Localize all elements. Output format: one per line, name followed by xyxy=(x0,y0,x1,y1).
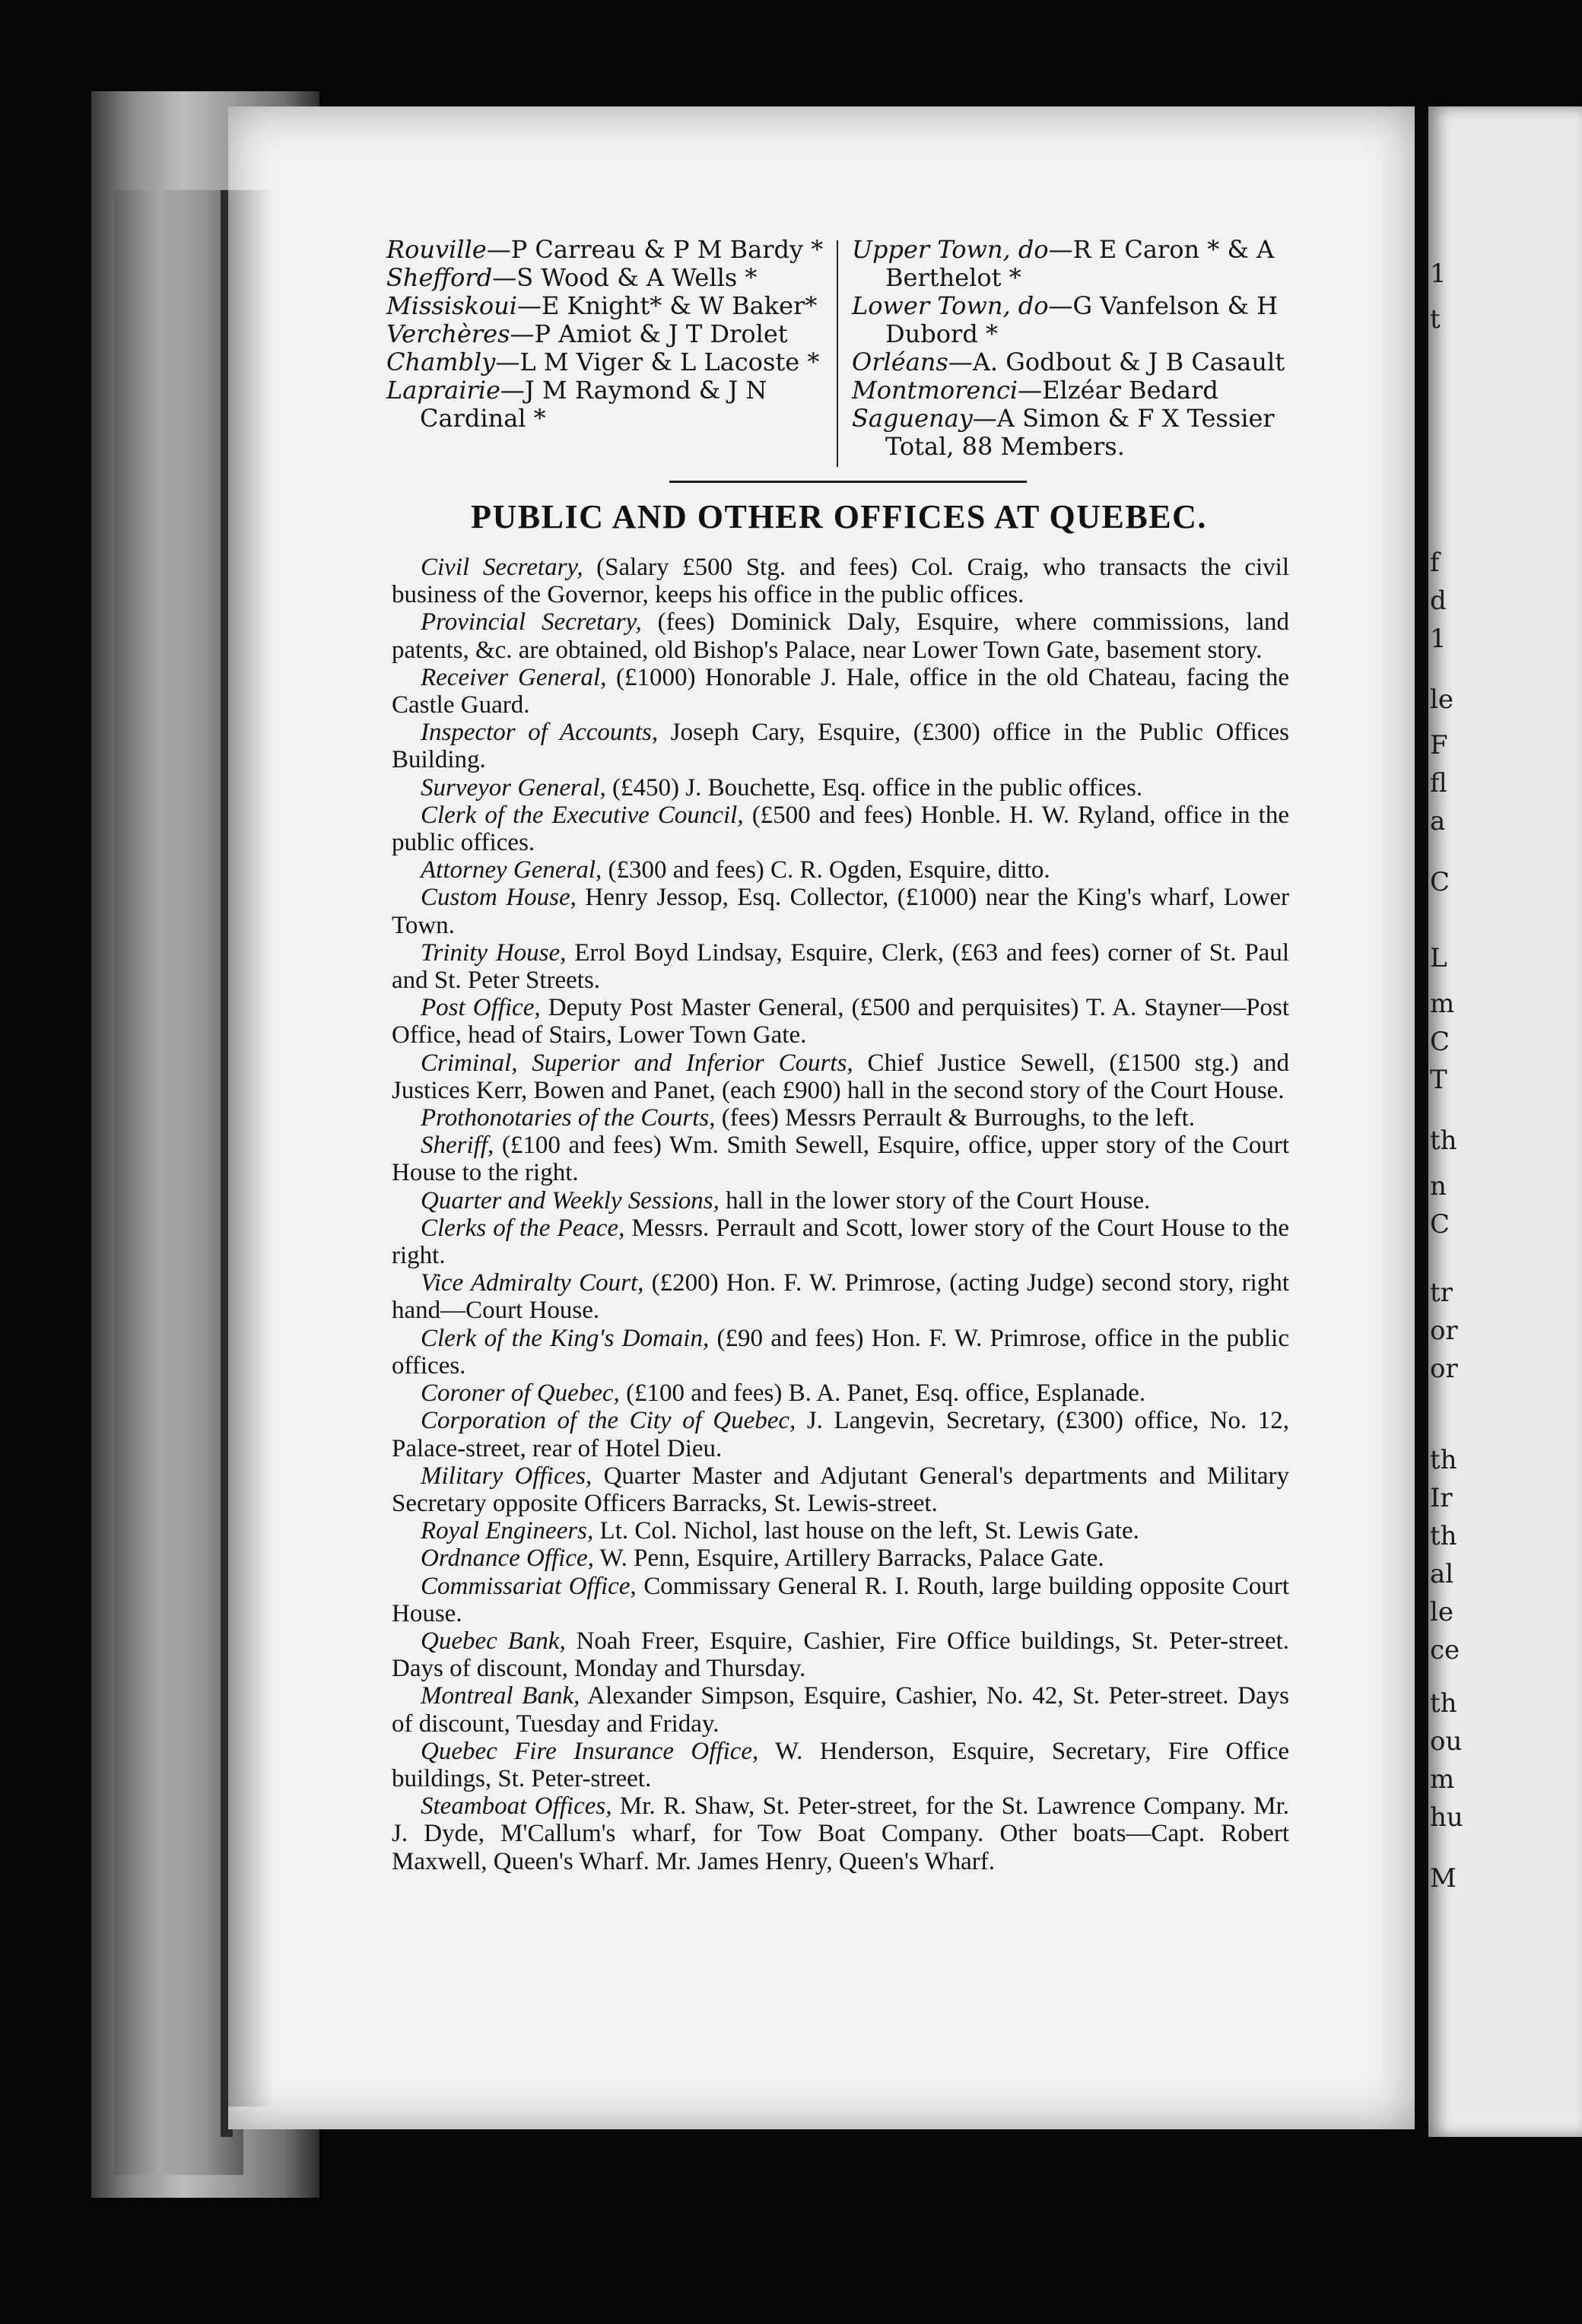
member-line xyxy=(852,292,1301,320)
office-details: Commissary General R. I. Routh, large building opposite Court House. xyxy=(392,1572,1289,1627)
member-names: —E Knight* & W Baker* xyxy=(517,291,818,320)
facing-page-fragment: F xyxy=(1430,730,1448,760)
facing-page-fragment: tr xyxy=(1430,1278,1453,1308)
office-details: W. Penn, Esquire, Artillery Barracks, Palace Gate. xyxy=(593,1545,1104,1573)
members-column-right xyxy=(852,236,1301,461)
office-entry xyxy=(392,1682,1289,1737)
facing-page-fragment: th xyxy=(1430,1521,1457,1551)
facing-page-fragment: le xyxy=(1430,1597,1453,1627)
office-entry xyxy=(392,719,1289,773)
member-line xyxy=(852,376,1301,405)
facing-page-fragment: fl xyxy=(1430,768,1447,798)
office-details: (£500 and fees) Honble. H. W. Ryland, office in the public offices. xyxy=(392,801,1289,857)
office-entry xyxy=(392,1627,1289,1682)
member-line xyxy=(386,405,831,433)
county-name: Upper Town, do xyxy=(852,235,1049,264)
office-details: (£100 and fees) Wm. Smith Sewell, Esquire, office, upper story of the Court House to the right. xyxy=(392,1132,1289,1187)
office-name: Provincial Secretary, xyxy=(421,608,642,637)
office-details: Quarter Master and Adjutant General's departments and Military Secretary opposite Officers Barracks, St. Lewis-street. xyxy=(392,1462,1289,1517)
facing-page-fragment: or xyxy=(1430,1316,1458,1346)
facing-page-fragment: d xyxy=(1430,586,1447,616)
office-entry xyxy=(392,1379,1289,1407)
facing-page-fragment: th xyxy=(1430,1445,1457,1475)
member-line xyxy=(852,264,1301,292)
county-name: Shefford xyxy=(386,263,493,292)
office-name: Royal Engineers, xyxy=(421,1517,594,1545)
county-name: Saguenay xyxy=(852,404,973,433)
right-page-fragment xyxy=(1428,106,1582,2137)
office-details: Messrs. Perrault and Scott, lower story of the Court House to the right. xyxy=(392,1214,1289,1270)
facing-page-fragment: al xyxy=(1430,1559,1454,1589)
office-details: (£300 and fees) C. R. Ogden, Esquire, ditto. xyxy=(602,856,1050,884)
facing-page-fragment: C xyxy=(1430,867,1450,897)
office-details: Errol Boyd Lindsay, Esquire, Clerk, (£63 and fees) corner of St. Paul and St. Peter Streets. xyxy=(392,938,1289,995)
office-name: Coroner of Quebec, xyxy=(421,1379,620,1408)
member-names: —Elzéar Bedard xyxy=(1018,376,1218,405)
office-name: Montreal Bank, xyxy=(421,1682,580,1710)
county-name: Montmorenci xyxy=(852,376,1018,405)
office-details: (£90 and fees) Hon. F. W. Primrose, office in the public offices. xyxy=(392,1324,1289,1379)
office-name: Trinity House, xyxy=(421,938,567,967)
office-details: hall in the lower story of the Court House. xyxy=(719,1186,1151,1214)
member-names: Cardinal * xyxy=(420,404,546,433)
member-line xyxy=(386,348,831,376)
member-names: —S Wood & A Wells * xyxy=(492,263,758,292)
member-line xyxy=(852,405,1301,433)
office-details: (fees) Dominick Daly, Esquire, where commissions, land patents, &c. are obtained, old Bishop's Palace, near Lower Town Gate, basement story. xyxy=(392,608,1289,664)
office-details: J. Langevin, Secretary, (£300) office, No. 12, Palace-street, rear of Hotel Dieu. xyxy=(392,1407,1290,1462)
office-name: Inspector of Accounts, xyxy=(421,719,659,747)
member-names: Total, 88 Members. xyxy=(885,432,1125,461)
office-name: Civil Secretary, xyxy=(421,554,583,581)
office-name: Clerk of the Executive Council, xyxy=(421,801,744,829)
office-name: Commissariat Office, xyxy=(421,1572,637,1600)
member-names: —R E Caron * & A xyxy=(1048,235,1275,264)
office-name: Clerk of the King's Domain, xyxy=(421,1324,710,1352)
section-rule xyxy=(669,481,1027,483)
county-name: Verchères xyxy=(386,319,510,348)
facing-page-fragment: C xyxy=(1430,1027,1450,1057)
county-name: Rouville xyxy=(386,235,487,264)
office-details: Mr. R. Shaw, St. Peter-street, for the St. Lawrence Company. Mr. J. Dyde, M'Callum's wharf, for Tow Boat Company. Other boats—Capt. Robert Maxwell, Queen's Wharf. Mr. James Henry, Queen's Wharf. xyxy=(392,1792,1289,1875)
office-details: (Salary £500 Stg. and fees) Col. Craig, who transacts the civil business of the Governor, keeps his office in the public offices. xyxy=(392,554,1289,609)
office-name: Post Office, xyxy=(421,994,541,1022)
facing-page-fragment: Ir xyxy=(1430,1483,1453,1513)
section-heading: PUBLIC AND OTHER OFFICES AT QUEBEC. xyxy=(471,498,1207,535)
member-line xyxy=(386,292,831,320)
office-entry xyxy=(392,1187,1289,1214)
facing-page-fragment: L xyxy=(1430,943,1447,973)
office-entry xyxy=(392,1325,1289,1379)
office-entry xyxy=(392,774,1289,802)
member-line xyxy=(386,376,831,405)
office-entry xyxy=(392,608,1289,663)
office-entry xyxy=(392,664,1289,719)
county-name: Orléans xyxy=(852,348,948,376)
facing-page-fragment: 1 xyxy=(1430,259,1447,289)
facing-page-fragment: ou xyxy=(1430,1726,1463,1757)
member-names: —J M Raymond & J N xyxy=(500,376,767,405)
column-divider xyxy=(837,240,838,467)
county-name: Missiskoui xyxy=(386,291,517,320)
office-entry xyxy=(392,1104,1289,1132)
office-details: Chief Justice Sewell, (£1500 stg.) and Justices Kerr, Bowen and Panet, (each £900) hall in the second story of the Court House. xyxy=(392,1049,1289,1104)
office-entry xyxy=(392,1462,1289,1517)
office-details: Noah Freer, Esquire, Cashier, Fire Office buildings, St. Peter-street. Days of discount, Monday and Thursday. xyxy=(392,1627,1290,1683)
facing-page-fragment: 1 xyxy=(1430,624,1447,654)
facing-page-fragment: a xyxy=(1430,806,1446,837)
office-details: W. Henderson, Esquire, Secretary, Fire Office buildings, St. Peter-street. xyxy=(392,1737,1290,1792)
facing-page-fragment: le xyxy=(1430,684,1453,715)
facing-page-fragment: t xyxy=(1430,304,1441,335)
office-details: Henry Jessop, Esq. Collector, (£1000) near the King's wharf, Lower Town. xyxy=(392,884,1289,939)
member-names: Berthelot * xyxy=(885,263,1021,292)
office-name: Ordnance Office, xyxy=(421,1545,594,1573)
office-details: Lt. Col. Nichol, last house on the left, St. Lewis Gate. xyxy=(593,1517,1139,1545)
office-details: (fees) Messrs Perrault & Burroughs, to the left. xyxy=(715,1104,1195,1132)
office-name: Criminal, Superior and Inferior Courts, xyxy=(421,1049,853,1077)
office-name: Sheriff, xyxy=(421,1132,494,1160)
office-details: (£450) J. Bouchette, Esq. office in the public offices. xyxy=(605,773,1143,802)
office-name: Receiver General, xyxy=(421,663,607,691)
office-entry xyxy=(392,1738,1289,1792)
office-name: Corporation of the City of Quebec, xyxy=(421,1407,796,1435)
facing-page-fragment: M xyxy=(1430,1863,1457,1894)
member-line xyxy=(852,320,1301,348)
office-entry xyxy=(392,1407,1289,1462)
office-details: (£200) Hon. F. W. Primrose, (acting Judge) second story, right hand—Court House. xyxy=(392,1269,1289,1325)
office-name: Quebec Fire Insurance Office, xyxy=(421,1737,759,1765)
office-entry xyxy=(392,1049,1289,1104)
office-name: Steamboat Offices, xyxy=(421,1792,612,1821)
facing-page-fragment: n xyxy=(1430,1171,1447,1202)
member-names: —L M Viger & L Lacoste * xyxy=(495,348,820,376)
member-line xyxy=(386,236,831,264)
facing-page-fragment: m xyxy=(1430,1764,1455,1795)
office-entry xyxy=(392,994,1289,1049)
member-line xyxy=(386,264,831,292)
office-name: Quarter and Weekly Sessions, xyxy=(421,1186,720,1214)
office-entry xyxy=(392,884,1289,938)
member-line xyxy=(386,320,831,348)
member-names: —P Amiot & J T Drolet xyxy=(510,319,788,348)
office-entry xyxy=(392,1517,1289,1545)
office-name: Custom House, xyxy=(421,884,577,912)
offices-list xyxy=(392,554,1289,1875)
office-entry xyxy=(392,1132,1289,1186)
facing-page-fragment: ce xyxy=(1430,1635,1460,1665)
member-line xyxy=(852,348,1301,376)
office-entry xyxy=(392,1269,1289,1324)
office-entry xyxy=(392,554,1289,608)
office-name: Quebec Bank, xyxy=(421,1627,566,1655)
office-name: Clerks of the Peace, xyxy=(421,1214,625,1242)
office-details: Joseph Cary, Esquire, (£300) office in the Public Offices Building. xyxy=(392,719,1289,774)
county-name: Chambly xyxy=(386,348,496,376)
member-line xyxy=(852,433,1301,461)
office-details: (£100 and fees) B. A. Panet, Esq. office, Esplanade. xyxy=(619,1379,1146,1408)
member-names: —P Carreau & P M Bardy * xyxy=(486,235,824,264)
facing-page-fragment: C xyxy=(1430,1209,1450,1240)
office-details: Alexander Simpson, Esquire, Cashier, No. 42, St. Peter-street. Days of discount, Tuesday and Friday. xyxy=(392,1682,1289,1738)
office-details: (£1000) Honorable J. Hale, office in the old Chateau, facing the Castle Guard. xyxy=(392,663,1289,719)
member-names: —G Vanfelson & H xyxy=(1048,291,1279,320)
facing-page-fragment: f xyxy=(1430,548,1440,578)
office-entry xyxy=(392,939,1289,994)
facing-page-fragment: th xyxy=(1430,1125,1457,1156)
office-name: Surveyor General, xyxy=(421,773,606,802)
office-details: Deputy Post Master General, (£500 and perquisites) T. A. Stayner—Post Office, head of Stairs, Lower Town Gate. xyxy=(392,994,1289,1049)
office-entry xyxy=(392,802,1289,856)
county-name: Laprairie xyxy=(386,376,500,405)
members-column-left xyxy=(386,236,831,433)
member-names: —A Simon & F X Tessier xyxy=(972,404,1275,433)
facing-page-fragment: T xyxy=(1430,1065,1447,1095)
office-entry xyxy=(392,1545,1289,1572)
member-line xyxy=(852,236,1301,264)
county-name: Lower Town, do xyxy=(852,291,1049,320)
facing-page-fragment: m xyxy=(1430,989,1455,1019)
office-entry xyxy=(392,1573,1289,1627)
page-gutter-shadow xyxy=(228,190,274,2107)
facing-page-fragment: or xyxy=(1430,1354,1458,1384)
office-entry xyxy=(392,1214,1289,1269)
office-name: Prothonotaries of the Courts, xyxy=(421,1104,716,1132)
facing-page-fragment: hu xyxy=(1430,1802,1463,1833)
office-name: Attorney General, xyxy=(421,856,602,884)
office-name: Vice Admiralty Court, xyxy=(421,1269,644,1297)
office-entry xyxy=(392,856,1289,884)
office-entry xyxy=(392,1792,1289,1875)
member-names: —A. Godbout & J B Casault xyxy=(948,348,1285,376)
members-list xyxy=(386,236,1291,479)
office-name: Military Offices, xyxy=(421,1462,592,1490)
facing-page-fragment: th xyxy=(1430,1688,1457,1719)
member-names: Dubord * xyxy=(885,319,998,348)
page-gap xyxy=(1415,84,1430,2137)
